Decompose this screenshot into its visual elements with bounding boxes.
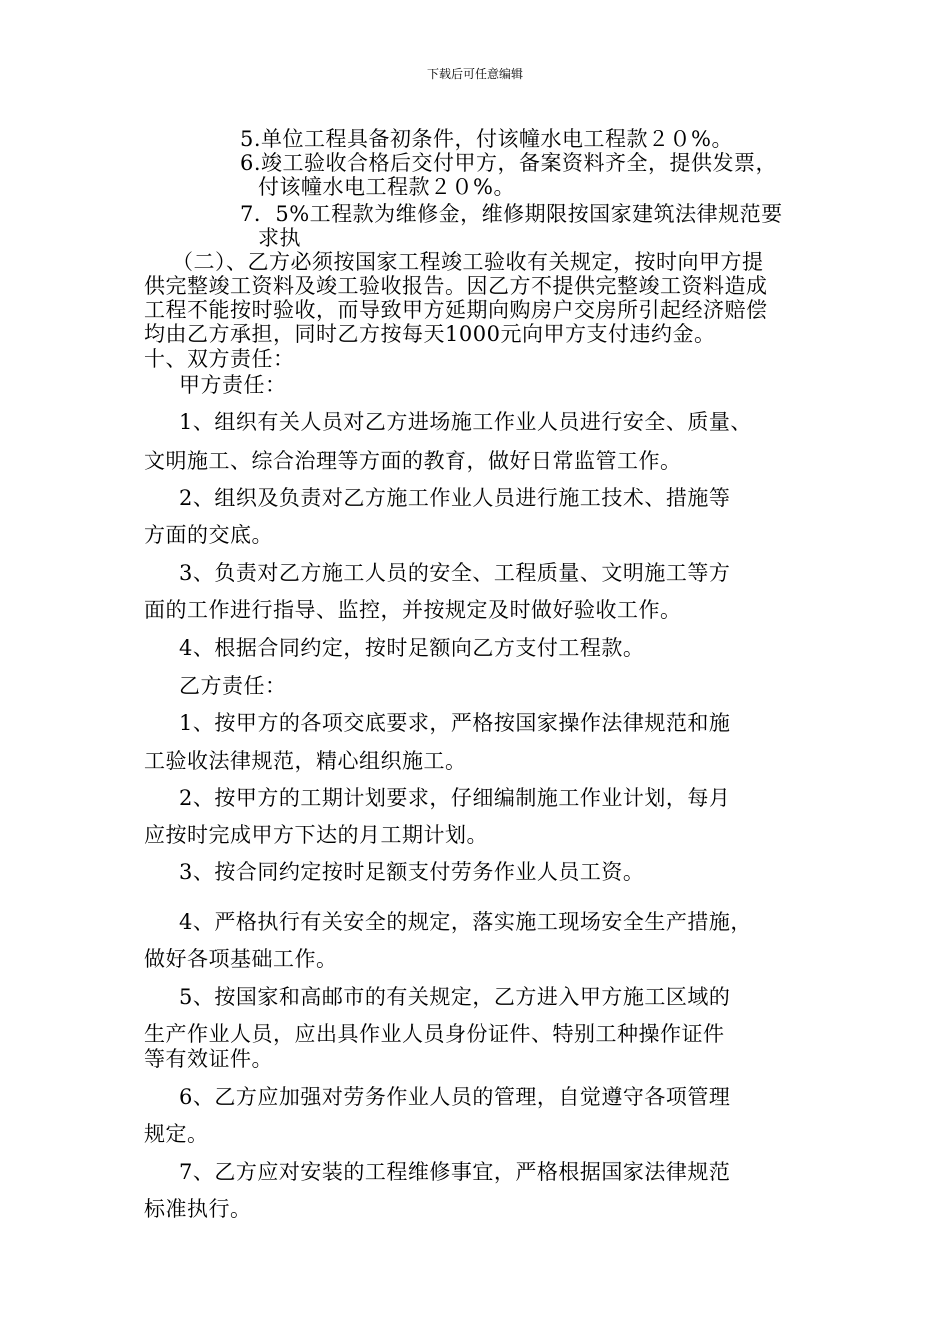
section-ten-heading: 十、双方责任：: [144, 347, 295, 371]
clause-2-line-1: （二）、乙方必须按国家工程竣工验收有关规定，按时向甲方提: [172, 250, 764, 274]
party-a-item-3: 3、负责对乙方施工人员的安全、工程质量、文明施工等方: [179, 561, 731, 585]
payment-term-7: 7．5%工程款为维修金，维修期限按国家建筑法律规范要: [240, 202, 783, 226]
party-a-item-3-cont: 面的工作进行指导、监控，并按规定及时做好验收工作。: [144, 598, 682, 622]
party-a-item-1: 1、组织有关人员对乙方进场施工作业人员进行安全、质量、: [179, 410, 752, 434]
party-b-item-6: 6、乙方应加强对劳务作业人员的管理，自觉遵守各项管理: [179, 1085, 731, 1109]
party-b-item-3: 3、按合同约定按时足额支付劳务作业人员工资。: [179, 860, 645, 884]
party-b-item-1: 1、按甲方的各项交底要求，严格按国家操作法律规范和施: [179, 711, 731, 735]
party-b-item-2: 2、按甲方的工期计划要求，仔细编制施工作业计划，每月: [179, 786, 731, 810]
party-a-heading: 甲方责任：: [179, 373, 287, 397]
party-a-item-2: 2、组织及负责对乙方施工作业人员进行施工技术、措施等: [179, 486, 731, 510]
payment-term-5: 5.单位工程具备初条件，付该幢水电工程款２０%。: [240, 127, 733, 151]
clause-2-line-4: 均由乙方承担，同时乙方按每天1000元向甲方支付违约金。: [144, 322, 716, 346]
party-b-heading: 乙方责任：: [179, 674, 287, 698]
party-a-item-4: 4、根据合同约定，按时足额向乙方支付工程款。: [179, 636, 645, 660]
party-b-item-5-cont-2: 等有效证件。: [144, 1047, 273, 1071]
payment-term-6-cont: 付该幢水电工程款２０%。: [258, 175, 515, 199]
party-b-item-5-cont-1: 生产作业人员，应出具作业人员身份证件、特别工种操作证件: [144, 1022, 725, 1046]
payment-term-6: 6.竣工验收合格后交付甲方，备案资料齐全，提供发票，: [240, 151, 778, 175]
party-a-item-2-cont: 方面的交底。: [144, 523, 273, 547]
clause-2-line-3: 工程不能按时验收，而导致甲方延期向购房户交房所引起经济赔偿: [144, 298, 768, 322]
party-b-item-4: 4、严格执行有关安全的规定，落实施工现场安全生产措施，: [179, 910, 752, 934]
party-b-item-2-cont: 应按时完成甲方下达的月工期计划。: [144, 823, 488, 847]
party-b-item-1-cont: 工验收法律规范，精心组织施工。: [144, 749, 467, 773]
party-b-item-7-cont: 标准执行。: [144, 1197, 252, 1221]
party-b-item-6-cont: 规定。: [144, 1122, 209, 1146]
party-b-item-4-cont: 做好各项基础工作。: [144, 947, 338, 971]
page-header: 下载后可任意编辑: [426, 67, 523, 81]
party-b-item-5: 5、按国家和高邮市的有关规定，乙方进入甲方施工区域的: [179, 985, 731, 1009]
payment-term-7-cont: 求执: [258, 226, 301, 250]
clause-2-line-2: 供完整竣工资料及竣工验收报告。因乙方不提供完整竣工资料造成: [144, 274, 768, 298]
party-a-item-1-cont: 文明施工、综合治理等方面的教育，做好日常监管工作。: [144, 449, 682, 473]
party-b-item-7: 7、乙方应对安装的工程维修事宜，严格根据国家法律规范: [179, 1160, 731, 1184]
